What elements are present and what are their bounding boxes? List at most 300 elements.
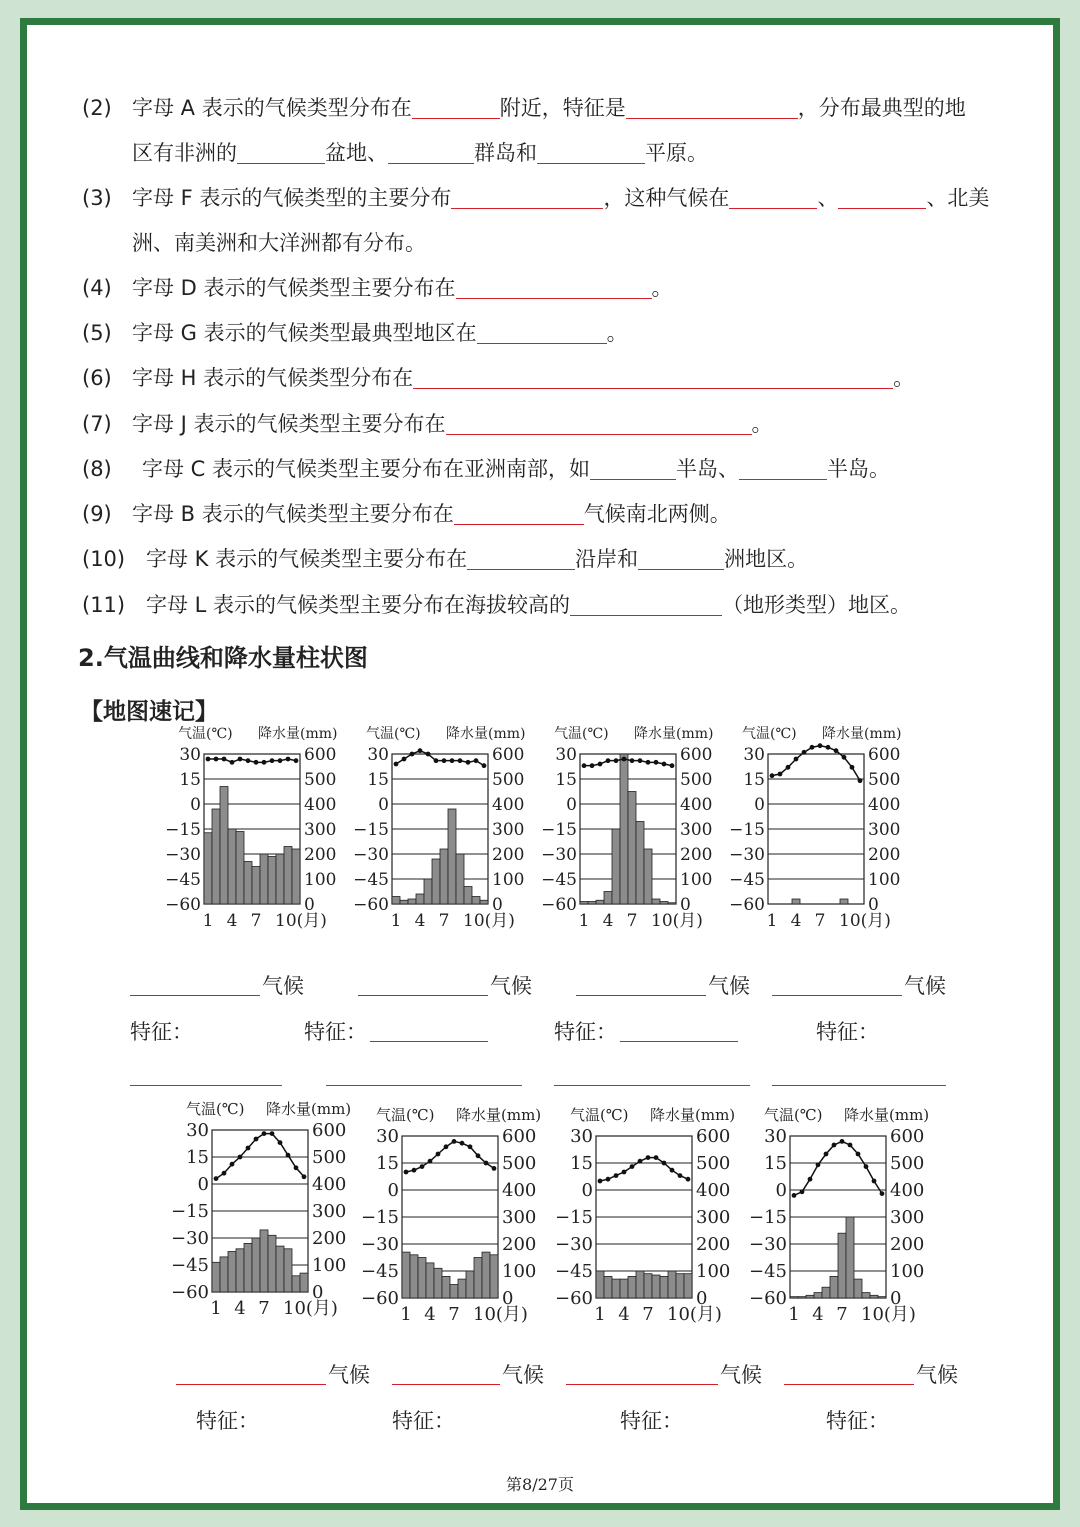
temperature-point — [254, 760, 259, 765]
temperature-point — [638, 1159, 643, 1164]
precip-tick-label: 600 — [696, 1126, 731, 1147]
question-text-part: 字母 L 表示的气候类型主要分布在海拔较高的 — [146, 593, 571, 617]
feature-answer-line-2b[interactable] — [326, 1085, 522, 1086]
answer-blank[interactable] — [237, 141, 325, 164]
temp-tick-label: 30 — [179, 745, 201, 765]
feature-label-5: 特征： — [196, 1409, 259, 1433]
feature-label-1: 特征： — [130, 1020, 193, 1044]
precipitation-bar — [300, 1273, 308, 1292]
question-text — [132, 319, 628, 347]
temperature-point — [418, 748, 423, 753]
section-subtitle: 【地图速记】 — [80, 699, 218, 725]
temperature-point — [206, 757, 211, 762]
temperature-point — [254, 1137, 259, 1142]
temp-tick-label: 30 — [570, 1126, 593, 1147]
precipitation-bar — [854, 1279, 862, 1298]
question-text-part: 字母 B 表示的气候类型主要分布在 — [132, 502, 454, 526]
precipitation-bar — [260, 1230, 268, 1292]
temperature-point — [848, 1143, 853, 1148]
answer-blank[interactable] — [412, 96, 500, 119]
temperature-point — [622, 1170, 627, 1175]
precip-tick-label: 300 — [890, 1207, 925, 1228]
precipitation-bar — [418, 1258, 426, 1299]
precipitation-bar — [228, 1252, 236, 1293]
temperature-point — [850, 765, 855, 770]
precip-tick-label: 100 — [312, 1255, 347, 1276]
temp-axis-title: 气温(℃) — [742, 726, 797, 742]
temperature-point — [458, 758, 463, 763]
precipitation-bar — [482, 1252, 490, 1298]
climate-chart-6 — [352, 1098, 550, 1328]
precipitation-bar — [392, 897, 400, 905]
precipitation-bar — [604, 892, 612, 905]
temp-tick-label: −45 — [729, 870, 765, 890]
question-text-part: 气候南北两侧。 — [583, 502, 731, 526]
precipitation-bar — [792, 899, 800, 904]
temp-tick-label: −15 — [729, 820, 765, 840]
temperature-point — [880, 1191, 885, 1196]
temperature-point — [246, 758, 251, 763]
temp-tick-label: 0 — [387, 1180, 399, 1201]
precipitation-bar — [612, 829, 620, 904]
temp-tick-label: −60 — [541, 895, 577, 915]
temperature-point — [654, 1155, 659, 1160]
climate-answer-line-4[interactable] — [772, 995, 902, 996]
precipitation-bar — [604, 1276, 612, 1298]
temperature-point — [794, 757, 799, 762]
temp-tick-label: −60 — [555, 1288, 593, 1309]
precipitation-bar — [400, 900, 408, 904]
temperature-point — [442, 758, 447, 763]
temperature-point — [598, 1179, 603, 1184]
temp-tick-label: 30 — [555, 745, 577, 765]
precipitation-bar — [652, 1275, 660, 1298]
precip-axis-title: 降水量(mm) — [456, 1106, 542, 1124]
temperature-point — [214, 757, 219, 762]
answer-blank[interactable] — [626, 96, 798, 119]
temperature-point — [484, 1161, 489, 1166]
precip-axis-title: 降水量(mm) — [650, 1106, 736, 1124]
question-text-part: 。 — [893, 366, 915, 390]
temperature-point — [410, 752, 415, 757]
precipitation-bar — [220, 787, 228, 905]
precip-tick-label: 200 — [696, 1234, 731, 1255]
question-text — [146, 545, 808, 573]
temperature-point — [778, 772, 783, 777]
x-tick-label: 10(月) — [651, 911, 703, 931]
climate-answer-line-8[interactable] — [784, 1384, 914, 1385]
precipitation-bar — [292, 1276, 300, 1292]
question-number: (4) — [82, 276, 112, 300]
precipitation-bar — [458, 1279, 466, 1298]
precipitation-bar — [402, 1252, 410, 1298]
x-tick-label: 4 — [602, 911, 614, 931]
precip-tick-label: 0 — [868, 895, 879, 915]
x-tick-label: 1 — [578, 911, 590, 931]
temperature-point — [590, 763, 595, 768]
temperature-point — [294, 1165, 299, 1170]
feature-answer-line-3b[interactable] — [554, 1085, 750, 1086]
question-text — [132, 184, 989, 212]
temp-tick-label: 15 — [743, 770, 765, 790]
question-number: (11) — [82, 593, 126, 617]
x-tick-label: 7 — [836, 1304, 848, 1325]
answer-blank[interactable] — [467, 547, 575, 570]
precip-tick-label: 400 — [492, 795, 525, 815]
temp-tick-label: −15 — [555, 1207, 593, 1228]
section-title: 2.气温曲线和降水量柱状图 — [78, 644, 368, 672]
temp-tick-label: −60 — [361, 1288, 399, 1309]
precip-tick-label: 300 — [868, 820, 901, 840]
precip-tick-label: 200 — [868, 845, 901, 865]
temp-tick-label: −60 — [749, 1288, 787, 1309]
temp-tick-label: −30 — [749, 1234, 787, 1255]
precipitation-bar — [878, 1297, 886, 1298]
temperature-line — [772, 746, 860, 781]
precip-tick-label: 300 — [312, 1201, 347, 1222]
precipitation-bar — [580, 902, 588, 905]
precip-axis-title: 降水量(mm) — [258, 726, 338, 742]
temperature-point — [402, 757, 407, 762]
temperature-point — [622, 757, 627, 762]
temperature-point — [818, 743, 823, 748]
precip-tick-label: 100 — [696, 1261, 731, 1282]
x-tick-label: 10(月) — [473, 1304, 528, 1325]
temp-tick-label: 15 — [186, 1147, 209, 1168]
temp-axis-title: 气温(℃) — [178, 726, 233, 742]
precip-tick-label: 100 — [680, 870, 713, 890]
temperature-point — [864, 1164, 869, 1169]
precipitation-bar — [652, 899, 660, 904]
precip-tick-label: 200 — [304, 845, 337, 865]
precip-tick-label: 300 — [502, 1207, 537, 1228]
x-tick-label: 4 — [790, 911, 802, 931]
temp-tick-label: −30 — [729, 845, 765, 865]
question-text-part: （地形类型）地区。 — [722, 593, 912, 617]
precip-tick-label: 0 — [680, 895, 691, 915]
precip-tick-label: 500 — [502, 1153, 537, 1174]
temp-tick-label: −15 — [165, 820, 201, 840]
climate-chart-3 — [536, 718, 716, 934]
precipitation-bar — [244, 1243, 252, 1292]
precipitation-bar — [204, 833, 212, 904]
temp-tick-label: −60 — [729, 895, 765, 915]
precipitation-bar — [612, 1279, 620, 1298]
temp-tick-label: −30 — [171, 1228, 209, 1249]
temp-tick-label: 0 — [775, 1180, 787, 1201]
precip-tick-label: 200 — [492, 845, 525, 865]
x-tick-label: 7 — [626, 911, 638, 931]
temperature-point — [286, 757, 291, 762]
temperature-point — [834, 748, 839, 753]
answer-blank[interactable] — [446, 412, 752, 435]
climate-suffix-5: 气候 — [328, 1363, 370, 1387]
precipitation-bar — [790, 1297, 798, 1298]
temp-tick-label: 30 — [764, 1126, 787, 1147]
question-text-part: 。 — [751, 412, 773, 436]
precip-tick-label: 500 — [868, 770, 901, 790]
answer-blank[interactable] — [838, 186, 926, 209]
page-number: 第8/27页 — [506, 1475, 574, 1494]
precip-tick-label: 500 — [680, 770, 713, 790]
temp-tick-label: 15 — [376, 1153, 399, 1174]
temperature-point — [434, 758, 439, 763]
precipitation-bar — [660, 902, 668, 905]
temp-tick-label: 15 — [367, 770, 389, 790]
precipitation-bar — [442, 1276, 450, 1298]
precipitation-bar — [466, 1271, 474, 1298]
x-tick-label: 1 — [594, 1304, 606, 1325]
precipitation-bar — [684, 1274, 692, 1298]
temp-tick-label: −60 — [353, 895, 389, 915]
temperature-point — [606, 758, 611, 763]
precip-tick-label: 500 — [492, 770, 525, 790]
answer-blank[interactable] — [454, 502, 584, 525]
answer-blank[interactable] — [590, 457, 676, 480]
precipitation-bar — [798, 1297, 806, 1298]
question-number: (9) — [82, 502, 112, 526]
precipitation-bar — [228, 829, 236, 904]
temperature-point — [770, 773, 775, 778]
precip-tick-label: 400 — [696, 1180, 731, 1201]
precipitation-bar — [814, 1293, 822, 1298]
question-text — [132, 139, 708, 167]
climate-answer-line-6[interactable] — [392, 1384, 500, 1385]
precipitation-bar — [276, 1246, 284, 1292]
question-text-part: 字母 A 表示的气候类型分布在 — [132, 96, 412, 120]
precip-tick-label: 500 — [304, 770, 337, 790]
temperature-line — [216, 1134, 304, 1179]
temp-axis-title: 气温(℃) — [186, 1100, 245, 1118]
answer-blank[interactable] — [451, 186, 603, 209]
answer-blank[interactable] — [570, 593, 722, 616]
temp-axis-title: 气温(℃) — [366, 726, 421, 742]
temperature-line — [600, 1158, 688, 1181]
climate-chart-4 — [724, 718, 904, 934]
temperature-point — [482, 763, 487, 768]
question-text-part: 分布最典型的地 — [818, 96, 966, 120]
temperature-point — [278, 1140, 283, 1145]
temperature-point — [582, 763, 587, 768]
precip-tick-label: 0 — [304, 895, 315, 915]
precipitation-bar — [236, 1249, 244, 1292]
climate-answer-line-1[interactable] — [130, 995, 260, 996]
temperature-point — [638, 758, 643, 763]
temperature-point — [598, 762, 603, 767]
x-tick-label: 10(月) — [667, 1304, 722, 1325]
answer-blank[interactable] — [456, 276, 652, 299]
temperature-point — [686, 1177, 691, 1182]
climate-suffix-7: 气候 — [720, 1363, 762, 1387]
climate-chart-5 — [162, 1092, 360, 1322]
precipitation-bar — [416, 894, 424, 904]
temp-tick-label: 0 — [197, 1174, 209, 1195]
question-number: (7) — [82, 412, 112, 436]
temp-tick-label: −45 — [353, 870, 389, 890]
temperature-point — [426, 752, 431, 757]
temperature-point — [856, 1152, 861, 1157]
answer-blank[interactable] — [739, 457, 827, 480]
temp-tick-label: −45 — [749, 1261, 787, 1282]
temp-tick-label: −60 — [165, 895, 201, 915]
precip-tick-label: 200 — [680, 845, 713, 865]
question-text — [132, 274, 673, 302]
temperature-point — [404, 1170, 409, 1175]
temp-tick-label: −30 — [555, 1234, 593, 1255]
question-text-part: 盆地、 — [325, 141, 388, 165]
temperature-point — [792, 1193, 797, 1198]
temp-tick-label: 0 — [566, 795, 577, 815]
precipitation-bar — [490, 1255, 498, 1298]
precip-tick-label: 0 — [696, 1288, 708, 1309]
temp-tick-label: 30 — [376, 1126, 399, 1147]
climate-answer-line-3[interactable] — [576, 995, 706, 996]
precipitation-bar — [668, 903, 676, 904]
precip-axis-title: 降水量(mm) — [844, 1106, 930, 1124]
temperature-point — [466, 760, 471, 765]
precipitation-bar — [426, 1263, 434, 1298]
precipitation-bar — [870, 1295, 878, 1298]
precip-tick-label: 100 — [492, 870, 525, 890]
question-text-part: 字母 G 表示的气候类型最典型地区在 — [132, 321, 477, 345]
temp-tick-label: −45 — [555, 1261, 593, 1282]
feature-answer-line-3[interactable] — [620, 1041, 738, 1042]
temp-tick-label: −60 — [171, 1282, 209, 1303]
precip-tick-label: 100 — [868, 870, 901, 890]
temperature-point — [412, 1168, 417, 1173]
temperature-point — [230, 1162, 235, 1167]
question-text-part: 字母 D 表示的气候类型主要分布在 — [132, 276, 456, 300]
temperature-point — [662, 762, 667, 767]
precipitation-bar — [284, 1249, 292, 1292]
question-text-part: 附近，特征是 — [499, 96, 626, 120]
temp-tick-label: −45 — [541, 870, 577, 890]
temp-tick-label: −45 — [171, 1255, 209, 1276]
climate-answer-line-5[interactable] — [176, 1384, 326, 1385]
answer-blank[interactable] — [638, 547, 724, 570]
x-tick-label: 10(月) — [275, 911, 327, 931]
climate-chart-7 — [546, 1098, 744, 1328]
question-number: (5) — [82, 321, 112, 345]
x-tick-label: 10(月) — [839, 911, 891, 931]
precipitation-bar — [432, 859, 440, 904]
temperature-point — [468, 1144, 473, 1149]
temp-axis-title: 气温(℃) — [570, 1106, 629, 1124]
precip-tick-label: 600 — [492, 745, 525, 765]
answer-blank[interactable] — [413, 366, 893, 389]
temperature-point — [872, 1179, 877, 1184]
precip-tick-label: 400 — [890, 1180, 925, 1201]
climate-answer-line-2[interactable] — [358, 995, 488, 996]
temp-axis-title: 气温(℃) — [376, 1106, 435, 1124]
precip-axis-title: 降水量(mm) — [634, 726, 714, 742]
temp-tick-label: −30 — [361, 1234, 399, 1255]
precip-tick-label: 600 — [868, 745, 901, 765]
precipitation-bar — [588, 902, 596, 905]
temperature-point — [662, 1161, 667, 1166]
feature-answer-line-4b[interactable] — [772, 1085, 946, 1086]
temperature-point — [222, 757, 227, 762]
temperature-line — [406, 1141, 494, 1172]
precipitation-bar — [822, 1287, 830, 1298]
temperature-point — [302, 1174, 307, 1179]
question-text-part: 洲、南美洲和大洋洲都有分布。 — [132, 231, 426, 255]
temperature-point — [452, 1139, 457, 1144]
precip-tick-label: 200 — [890, 1234, 925, 1255]
question-text-part: ， — [797, 96, 819, 120]
precipitation-bar — [410, 1255, 418, 1298]
precipitation-bar — [252, 1238, 260, 1292]
temperature-point — [606, 1177, 611, 1182]
precip-tick-label: 400 — [312, 1174, 347, 1195]
temp-tick-label: 30 — [367, 745, 389, 765]
x-tick-label: 1 — [788, 1304, 800, 1325]
temp-tick-label: −30 — [541, 845, 577, 865]
question-text — [132, 410, 773, 438]
question-number: (2) — [82, 96, 112, 120]
precipitation-bar — [644, 849, 652, 904]
precipitation-bar — [244, 862, 252, 905]
precip-tick-label: 0 — [492, 895, 503, 915]
feature-answer-line-1b[interactable] — [130, 1085, 282, 1086]
precipitation-bar — [644, 1274, 652, 1298]
precip-tick-label: 0 — [312, 1282, 324, 1303]
question-text-part: 。 — [651, 276, 673, 300]
feature-label-4: 特征： — [816, 1020, 879, 1044]
temp-tick-label: −15 — [541, 820, 577, 840]
precipitation-bar — [620, 754, 628, 904]
precipitation-bar — [838, 1233, 846, 1298]
precipitation-bar — [846, 1217, 854, 1298]
answer-blank[interactable] — [729, 186, 817, 209]
x-tick-label: 10(月) — [861, 1304, 916, 1325]
temperature-point — [786, 765, 791, 770]
feature-answer-line-2[interactable] — [370, 1041, 488, 1042]
x-tick-label: 1 — [400, 1304, 412, 1325]
temperature-point — [270, 1131, 275, 1136]
temperature-point — [816, 1162, 821, 1167]
question-text — [132, 94, 966, 122]
temperature-point — [428, 1159, 433, 1164]
temp-tick-label: −15 — [353, 820, 389, 840]
climate-answer-line-7[interactable] — [566, 1384, 718, 1385]
precipitation-bar — [448, 809, 456, 904]
feature-label-3: 特征： — [554, 1020, 617, 1044]
climate-chart-8 — [740, 1098, 938, 1328]
precip-tick-label: 0 — [502, 1288, 514, 1309]
answer-blank[interactable] — [388, 141, 474, 164]
precipitation-bar — [636, 822, 644, 905]
precip-tick-label: 300 — [680, 820, 713, 840]
temp-tick-label: 0 — [378, 795, 389, 815]
temperature-point — [222, 1171, 227, 1176]
climate-chart-1 — [160, 718, 340, 934]
temperature-point — [678, 1173, 683, 1178]
temp-tick-label: −30 — [353, 845, 389, 865]
question-text-part: 字母 J 表示的气候类型主要分布在 — [132, 412, 446, 436]
precipitation-bar — [236, 832, 244, 905]
temperature-point — [270, 758, 275, 763]
answer-blank[interactable] — [477, 321, 607, 344]
question-text-part: 、 — [817, 186, 839, 210]
climate-suffix-8: 气候 — [916, 1363, 958, 1387]
precipitation-bar — [284, 847, 292, 905]
climate-suffix-6: 气候 — [502, 1363, 544, 1387]
temperature-point — [286, 1153, 291, 1158]
answer-blank[interactable] — [537, 141, 645, 164]
temp-tick-label: −15 — [361, 1207, 399, 1228]
precipitation-bar — [862, 1293, 870, 1298]
